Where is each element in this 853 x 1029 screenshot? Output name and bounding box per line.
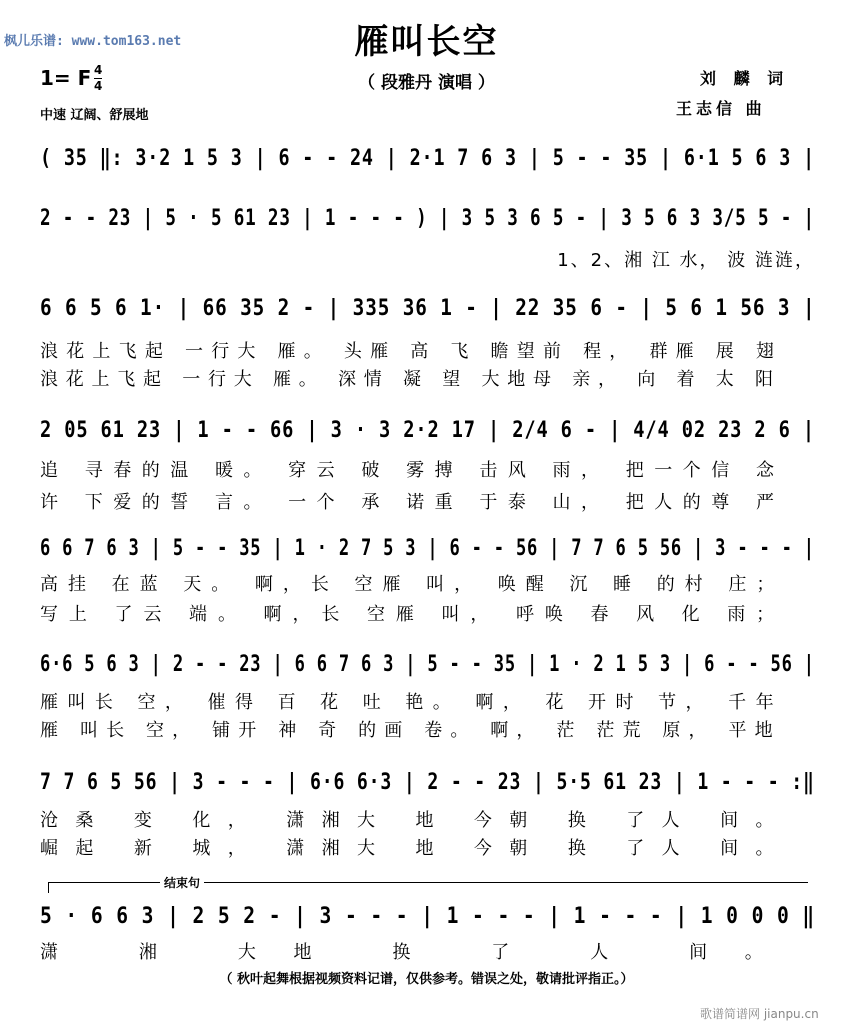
lyric-line-3a: 浪花上飞起 一行大 雁。 头雁 高 飞 瞻望前 程， 群雁 展 翅 <box>40 341 783 362</box>
lyric-line-8: 潇 湘 大地 换 了 人 间。 <box>40 942 801 963</box>
lyric-line-7a: 沧桑 变 化， 潇湘大 地 今朝 换 了人 间。 <box>40 810 791 831</box>
transcriber-note: （ 秋叶起舞根据视频资料记谱，仅供参考。错误之处，敬请批评指正。） <box>219 972 634 987</box>
lyric-line-2: 1、2、湘 江 水， 波 涟涟， <box>557 250 815 271</box>
lyric-line-5a: 高挂 在蓝 天。 啊，长 空雁 叫， 唤醒 沉 睡 的村 庄； <box>40 574 785 595</box>
notation-line-8: 5 · 6 6 3 | 2 5 2 - | 3 - - - | 1 - - - | 1 - - - | 1 0 0 0 ‖ <box>40 904 816 929</box>
lyricist-credit: 刘 麟 词 <box>700 69 790 88</box>
time-signature-top: 4 <box>94 63 103 77</box>
notation-line-2: 2 - - 23 | 5 · 5 61 23 | 1 - - - ) | 3 5 3 6 5 - | 3 5 6 3 3/5 5 - | <box>40 206 815 231</box>
notation-line-5: 6 6 7 6 3 | 5 - - 35 | 1 · 2 7 5 3 | 6 - - 56 | 7 7 6 5 56 | 3 - - - | <box>40 536 815 561</box>
notation-line-7: 7 7 6 5 56 | 3 - - - | 6·6 6·3 | 2 - - 23 | 5·5 61 23 | 1 - - - :‖ <box>40 770 815 795</box>
time-signature-bottom: 4 <box>94 79 103 93</box>
site-watermark-bottom: 歌谱简谱网 jianpu.cn <box>700 1007 819 1021</box>
lyric-line-3b: 浪花上飞起 一行大 雁。 深情 凝 望 大地母 亲， 向 着 太 阳 <box>40 369 781 390</box>
lyric-line-4b: 许 下爱的誓 言。 一个 承 诺重 于泰 山， 把人的尊 严 <box>40 492 785 513</box>
key-signature: 1= F <box>40 66 92 90</box>
time-signature <box>94 64 102 93</box>
tempo-marking: 中速 辽阔、舒展地 <box>40 108 149 123</box>
lyric-line-6b: 雁 叫长 空， 铺开 神 奇 的画 卷。 啊， 茫 茫荒 原， 平地 <box>40 720 781 741</box>
lyric-line-7b: 崛起 新 城， 潇湘大 地 今朝 换 了人 间。 <box>40 838 791 859</box>
notation-line-4: 2 05 61 23 | 1 - - 66 | 3 · 3 2·2 17 | 2/4 6 - | 4/4 02 23 2 6 | <box>40 418 815 443</box>
lyric-line-5b: 写上 了云 端。 啊，长 空雁 叫， 呼唤 春 风 化 雨； <box>40 604 786 625</box>
site-watermark: 枫儿乐谱: www.tom163.net <box>4 34 182 49</box>
notation-line-1: ( 35 ‖: 3·2 1 5 3 | 6 - - 24 | 2·1 7 6 3 | 5 - - 35 | 6·1 5 6 3 | <box>40 146 816 171</box>
lyric-line-6a: 雁叫长 空， 催得 百 花 吐 艳。 啊， 花 开时 节， 千年 <box>40 692 784 713</box>
notation-line-3: 6 6 5 6 1· | 66 35 2 - | 335 36 1 - | 22 35 6 - | 5 6 1 56 3 | <box>40 296 816 321</box>
ending-label: 结束句 <box>160 874 204 891</box>
composer-credit: 王志信 曲 <box>676 99 766 118</box>
lyric-line-4a: 追 寻春的温 暖。 穿云 破 雾搏 击风 雨， 把一个信 念 <box>40 460 785 481</box>
performer-line: （ 段雅丹 演唱 ） <box>358 73 495 93</box>
song-title: 雁叫长空 <box>354 22 499 62</box>
notation-line-6: 6·6 5 6 3 | 2 - - 23 | 6 6 7 6 3 | 5 - - 35 | 1 · 2 1 5 3 | 6 - - 56 | <box>40 652 815 677</box>
